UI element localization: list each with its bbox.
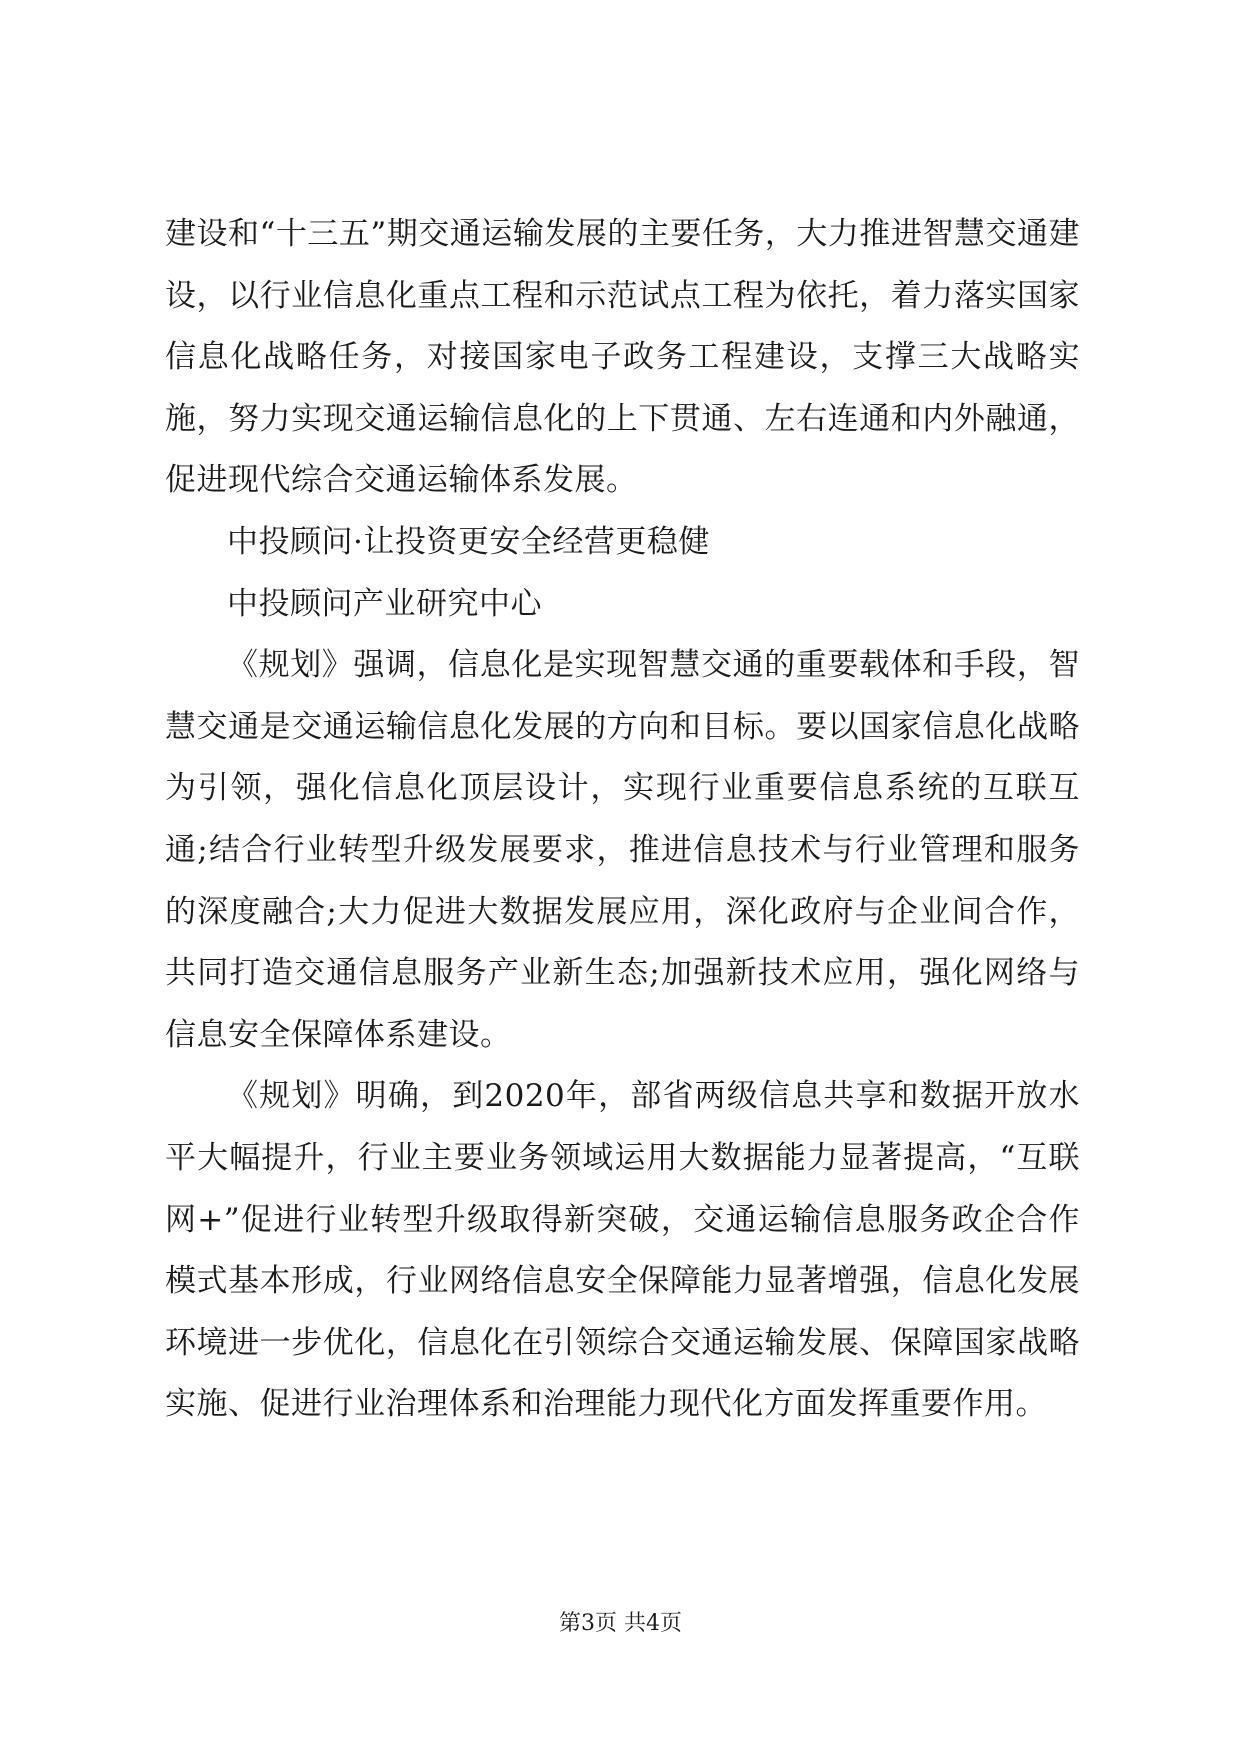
- document-body: [165, 204, 1080, 1436]
- paragraph-slogan: 中投顾问·让投资更安全经营更稳健: [227, 523, 710, 560]
- paragraph-continued-tasks: 建设和“十三五”期交通运输发展的主要任务，大力推进智慧交通建设，以行业信息化重点工程和示范试点工程为依托，着力落实国家信息化战略任务，对接国家电子政务工程建设，支撑三大战略实施，努力实现交通运输信息化的上下贯通、左右连通和内外融通，促进现代综合交通运输体系发展。: [165, 216, 1080, 499]
- paragraph-research-center: 中投顾问产业研究中心: [227, 585, 542, 622]
- page-number-footer: 第3页 共4页: [559, 1611, 682, 1636]
- paragraph-plan-goals-2020: 《规划》明确，到2020年，部省两级信息共享和数据开放水平大幅提升，行业主要业务领域运用大数据能力显著提高，“互联网+”促进行业转型升级取得新突破，交通运输信息服务政企合作模式基本形成，行业网络信息安全保障能力显著增强，信息化发展环境进一步优化，信息化在引领综合交通运输发展、保障国家战略实施、促进行业治理体系和治理能力现代化方面发挥重要作用。: [165, 1078, 1080, 1423]
- paragraph-plan-emphasis: 《规划》强调，信息化是实现智慧交通的重要载体和手段，智慧交通是交通运输信息化发展的方向和目标。要以国家信息化战略为引领，强化信息化顶层设计，实现行业重要信息系统的互联互通;结合行业转型升级发展要求，推进信息技术与行业管理和服务的深度融合;大力促进大数据发展应用，深化政府与企业间合作，共同打造交通信息服务产业新生态;加强新技术应用，强化网络与信息安全保障体系建设。: [165, 647, 1080, 1053]
